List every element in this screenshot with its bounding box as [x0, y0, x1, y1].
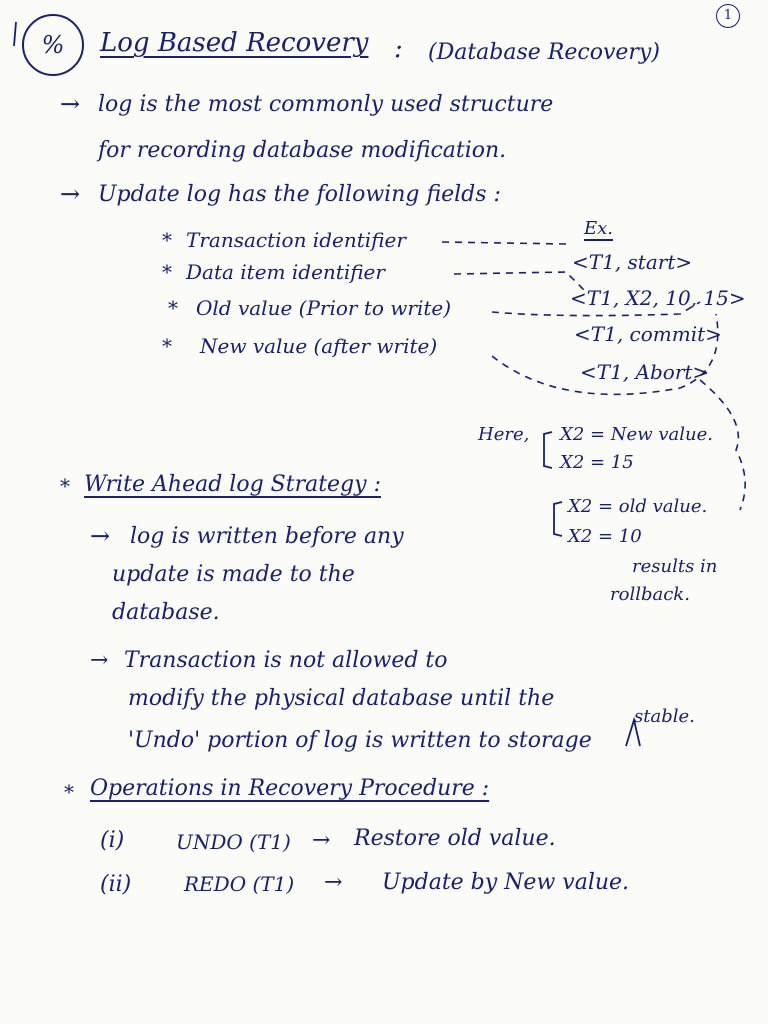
page-title: Log Based Recovery — [100, 28, 369, 58]
arrow-icon: → — [312, 828, 331, 853]
new-value-line-1: X2 = New value. — [560, 424, 713, 445]
intro-line-2: for recording database modification. — [98, 138, 507, 163]
wal-p1-line-1: log is written before any — [130, 524, 404, 549]
ops-item-2-op: REDO (T1) — [184, 872, 295, 896]
page-number: 1 — [723, 8, 733, 23]
here-label: Here, — [478, 424, 530, 445]
ops-item-1-desc: Restore old value. — [354, 826, 556, 851]
log-record-abort: <T1, Abort> — [580, 360, 710, 384]
example-label: Ex. — [584, 218, 614, 239]
arrow-icon: → — [324, 870, 343, 895]
arrow-icon: → — [60, 90, 81, 118]
ops-item-2-num: (ii) — [100, 872, 132, 897]
result-line-2: rollback. — [610, 584, 690, 605]
log-record-update: <T1, X2, 10, 15> — [570, 286, 746, 310]
field-transaction-id: Transaction identifier — [186, 228, 406, 252]
wal-bullet: * — [60, 474, 70, 498]
wal-p2-insert: stable. — [634, 706, 695, 727]
field-bullet: * — [168, 296, 178, 320]
page-number-circle — [716, 4, 740, 28]
old-value-line-2: X2 = 10 — [568, 526, 642, 547]
wal-p1-line-2: update is made to the — [112, 562, 355, 587]
field-old-value: Old value (Prior to write) — [196, 296, 452, 320]
intro-line-3: Update log has the following fields : — [98, 182, 501, 207]
logo-circle-icon — [22, 14, 84, 76]
log-record-start: <T1, start> — [572, 250, 693, 274]
intro-line-1: log is the most commonly used structure — [98, 92, 554, 117]
ops-item-1-num: (i) — [100, 828, 125, 853]
field-bullet: * — [162, 334, 172, 358]
wal-p2-line-1: Transaction is not allowed to — [124, 648, 448, 673]
wal-p2-line-3: 'Undo' portion of log is written to storage — [128, 728, 592, 753]
wal-p1-line-3: database. — [112, 600, 220, 625]
old-value-line-1: X2 = old value. — [568, 496, 708, 517]
field-data-item-id: Data item identifier — [186, 260, 385, 284]
arrow-icon: → — [90, 648, 109, 673]
field-bullet: * — [162, 260, 172, 284]
ops-bullet: * — [64, 780, 74, 804]
wal-p2-line-2: modify the physical database until the — [128, 686, 555, 711]
page-subtitle: (Database Recovery) — [428, 40, 660, 65]
result-line-1: results in — [632, 556, 718, 577]
field-new-value: New value (after write) — [200, 334, 438, 358]
new-value-line-2: X2 = 15 — [560, 452, 634, 473]
logo-mark: % — [41, 31, 65, 59]
log-record-commit: <T1, commit> — [574, 322, 722, 346]
title-colon: : — [394, 34, 403, 64]
ops-item-1-op: UNDO (T1) — [176, 830, 291, 854]
ops-item-2-desc: Update by New value. — [382, 870, 630, 895]
field-bullet: * — [162, 228, 172, 252]
ops-heading: Operations in Recovery Procedure : — [90, 776, 490, 801]
arrow-icon: → — [90, 522, 111, 550]
wal-heading: Write Ahead log Strategy : — [84, 472, 381, 497]
arrow-icon: → — [60, 180, 81, 208]
